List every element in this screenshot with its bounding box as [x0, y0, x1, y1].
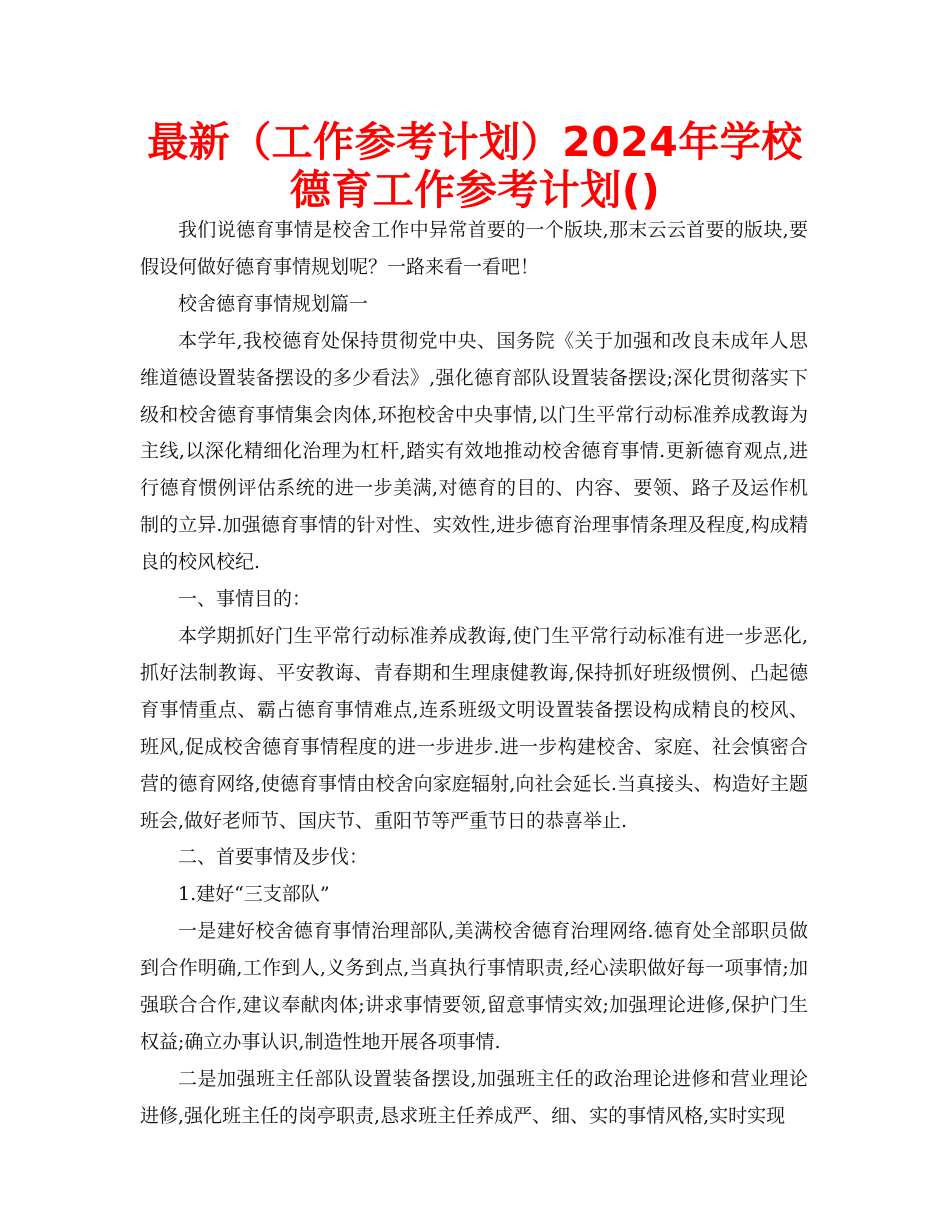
- document-title: 最新（工作参考计划）2024年学校德育工作参考计划(): [147, 118, 803, 214]
- body-paragraph: 二是加强班主任部队设置装备摆设,加强班主任的政治理论进修和营业理论进修,强化班主任的岗亭职责,恳求班主任养成严、细、实的事情风格,实时实现: [140, 1067, 808, 1127]
- section-heading: 二、首要事情及步伐：: [178, 846, 369, 869]
- body-paragraph: 一是建好校舍德育事情治理部队,美满校舍德育治理网络.德育处全部职员做到合作明确,工作到人,义务到点,当真执行事情职责,经心渎职做好每一项事情;加强联合合作,建议奉献肉体;讲求事情要领,留意事情实效;加强理论进修,保护门生权益;确立办事认识,制造性地开展各项事情.: [140, 920, 808, 1053]
- document-body: [140, 212, 808, 1135]
- intro-paragraph: 我们说德育事情是校舍工作中异常首要的一个版块,那末云云首要的版块,要假设何做好德育事情规划呢？一路来看一看吧！: [140, 219, 808, 278]
- subsection-heading: 1.建好“三支部队”: [178, 883, 330, 906]
- body-paragraph: 本学期抓好门生平常行动标准养成教诲,使门生平常行动标准有进一步恶化,抓好法制教诲、平安教诲、青春期和生理康健教诲,保持抓好班级惯例、凸起德育事情重点、霸占德育事情难点,连系班级文明设置装备摆设构成精良的校风、班风,促成校舍德育事情程度的进一步进步.进一步构建校舍、家庭、社会慎密合营的德育网络,使德育事情由校舍向家庭辐射,向社会延长.当真接头、构造好主题班会,做好老师节、国庆节、重阳节等严重节日的恭喜举止.: [140, 624, 808, 832]
- section-heading: 一、事情目的：: [178, 588, 312, 611]
- section-heading: 校舍德育事情规划篇一: [178, 292, 369, 315]
- body-paragraph: 本学年,我校德育处保持贯彻党中央、国务院《关于加强和改良未成年人思维道德设置装备摆设的多少看法》,强化德育部队设置装备摆设;深化贯彻落实下级和校舍德育事情集会肉体,环抱校舍中央事情,以门生平常行动标准养成教诲为主线,以深化精细化治理为杠杆,踏实有效地推动校舍德育事情.更新德育观点,进行德育惯例评估系统的进一步美满,对德育的目的、内容、要领、路子及运作机制的立异.加强德育事情的针对性、实效性,进步德育治理事情条理及程度,构成精良的校风校纪.: [140, 329, 808, 574]
